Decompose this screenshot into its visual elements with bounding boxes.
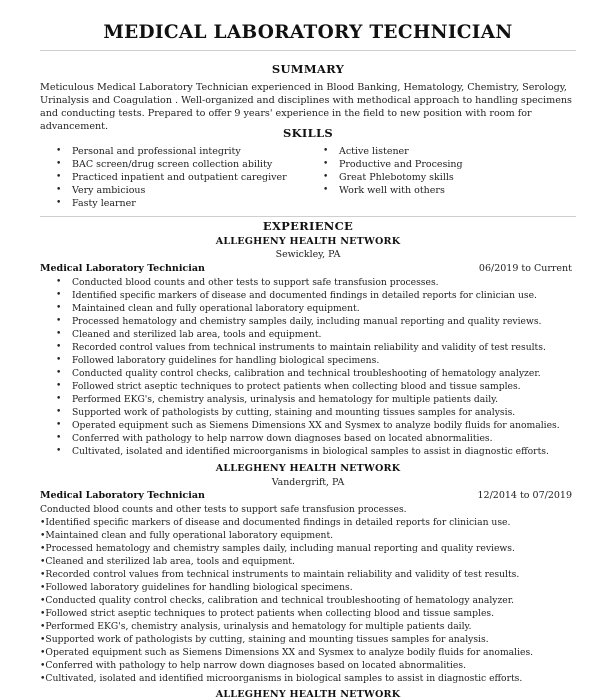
job-bullet: • Conducted blood counts and other tests to support safe transfusion processes. bbox=[56, 276, 560, 289]
skills-divider bbox=[40, 216, 576, 217]
job-bullet: • Performed EKG's, chemistry analysis, urinalysis and hematology for multiple patients daily. bbox=[56, 393, 560, 406]
job-line: •Recorded control values from technical instruments to maintain reliability and validity of test results. bbox=[40, 569, 520, 580]
job-line: •Cultivated, isolated and identified microorganisms in biological samples to assist in diagnostic efforts. bbox=[40, 673, 523, 684]
job-line: •Cleaned and sterilized lab area, tools and equipment. bbox=[40, 556, 295, 567]
job-dates: 06/2019 to Current bbox=[478, 263, 572, 274]
job-dates: 12/2014 to 07/2019 bbox=[477, 490, 572, 501]
job-bullet: • Operated equipment such as Siemens Dimensions XX and Sysmex to analyze bodily fluids for anomalies. bbox=[56, 419, 560, 432]
skill-item: • Personal and professional integrity bbox=[56, 145, 287, 158]
skill-item: • Great Phlebotomy skills bbox=[323, 171, 463, 184]
job-title: Medical Laboratory Technician bbox=[40, 263, 205, 274]
skill-item: • Fasty learner bbox=[56, 197, 287, 210]
resume-title: MEDICAL LABORATORY TECHNICIAN bbox=[103, 22, 513, 43]
job-bullet: • Conferred with pathology to help narrow down diagnoses based on located abnormalities. bbox=[56, 432, 560, 445]
job-bullet: • Processed hematology and chemistry samples daily, including manual reporting and quality reviews. bbox=[56, 315, 560, 328]
job-bullet: • Maintained clean and fully operational laboratory equipment. bbox=[56, 302, 560, 315]
skill-item: • BAC screen/drug screen collection ability bbox=[56, 158, 287, 171]
job-line: •Conferred with pathology to help narrow down diagnoses based on located abnormalities. bbox=[40, 660, 466, 671]
job-location: Sewickley, PA bbox=[275, 249, 341, 260]
skill-item: • Work well with others bbox=[323, 184, 463, 197]
summary-heading: SUMMARY bbox=[271, 62, 345, 76]
job-bullet: • Cultivated, isolated and identified microorganisms in biological samples to assist in diagnostic efforts. bbox=[56, 445, 560, 458]
job-line: •Identified specific markers of disease and documented findings in detailed reports for clinician use. bbox=[40, 517, 511, 528]
job-bullet: • Conducted quality control checks, calibration and technical troubleshooting of hematology analyzer. bbox=[56, 367, 560, 380]
job-line: Conducted blood counts and other tests to support safe transfusion processes. bbox=[40, 504, 407, 515]
job-line: •Conducted quality control checks, calibration and technical troubleshooting of hematology analyzer. bbox=[40, 595, 515, 606]
job-bullet: • Followed strict aseptic techniques to protect patients when collecting blood and tissue samples. bbox=[56, 380, 560, 393]
job-employer: ALLEGHENY HEALTH NETWORK bbox=[215, 463, 401, 474]
skill-item: • Active listener bbox=[323, 145, 463, 158]
job-line: •Followed strict aseptic techniques to protect patients when collecting blood and tissue samples. bbox=[40, 608, 495, 619]
job-bullet: • Supported work of pathologists by cutting, staining and mounting tissues samples for analysis. bbox=[56, 406, 560, 419]
job-description-lines bbox=[40, 503, 533, 685]
job-bullet: • Cleaned and sterilized lab area, tools and equipment. bbox=[56, 328, 560, 341]
job-bullets bbox=[56, 276, 560, 458]
job-line: •Followed laboratory guidelines for handling biological specimens. bbox=[40, 582, 353, 593]
summary-text: Meticulous Medical Laboratory Technician experienced in Blood Banking, Hematology, Chemistry, Serology, Urinalysis and Coagulation . Well-organized and disciplines with methodical approach to handling specimens and conducting tests. Prepared to offer 9 years' experience in the field to new position with room for advancement. bbox=[40, 82, 572, 132]
job-employer: ALLEGHENY HEALTH NETWORK bbox=[215, 689, 401, 700]
job-bullet: • Identified specific markers of disease and documented findings in detailed reports for clinician use. bbox=[56, 289, 560, 302]
experience-heading: EXPERIENCE bbox=[262, 219, 354, 233]
job-line: •Maintained clean and fully operational laboratory equipment. bbox=[40, 530, 334, 541]
job-line: •Performed EKG's, chemistry analysis, urinalysis and hematology for multiple patients daily. bbox=[40, 621, 472, 632]
job-line: •Processed hematology and chemistry samples daily, including manual reporting and quality reviews. bbox=[40, 543, 515, 554]
job-line: •Supported work of pathologists by cutting, staining and mounting tissues samples for analysis. bbox=[40, 634, 489, 645]
job-title: Medical Laboratory Technician bbox=[40, 490, 205, 501]
skills-list-right bbox=[323, 145, 463, 197]
job-employer: ALLEGHENY HEALTH NETWORK bbox=[215, 236, 401, 247]
job-line: •Operated equipment such as Siemens Dimensions XX and Sysmex to analyze bodily fluids for anomalies. bbox=[40, 647, 534, 658]
skill-item: • Very ambicious bbox=[56, 184, 287, 197]
job-bullet: • Recorded control values from technical instruments to maintain reliability and validity of test results. bbox=[56, 341, 560, 354]
job-bullet: • Followed laboratory guidelines for handling biological specimens. bbox=[56, 354, 560, 367]
skill-item: • Practiced inpatient and outpatient caregiver bbox=[56, 171, 287, 184]
skill-item: • Productive and Procesing bbox=[323, 158, 463, 171]
job-location: Vandergrift, PA bbox=[271, 477, 345, 488]
skills-list-left bbox=[56, 145, 287, 210]
skills-heading: SKILLS bbox=[283, 126, 333, 140]
title-divider bbox=[40, 50, 576, 51]
